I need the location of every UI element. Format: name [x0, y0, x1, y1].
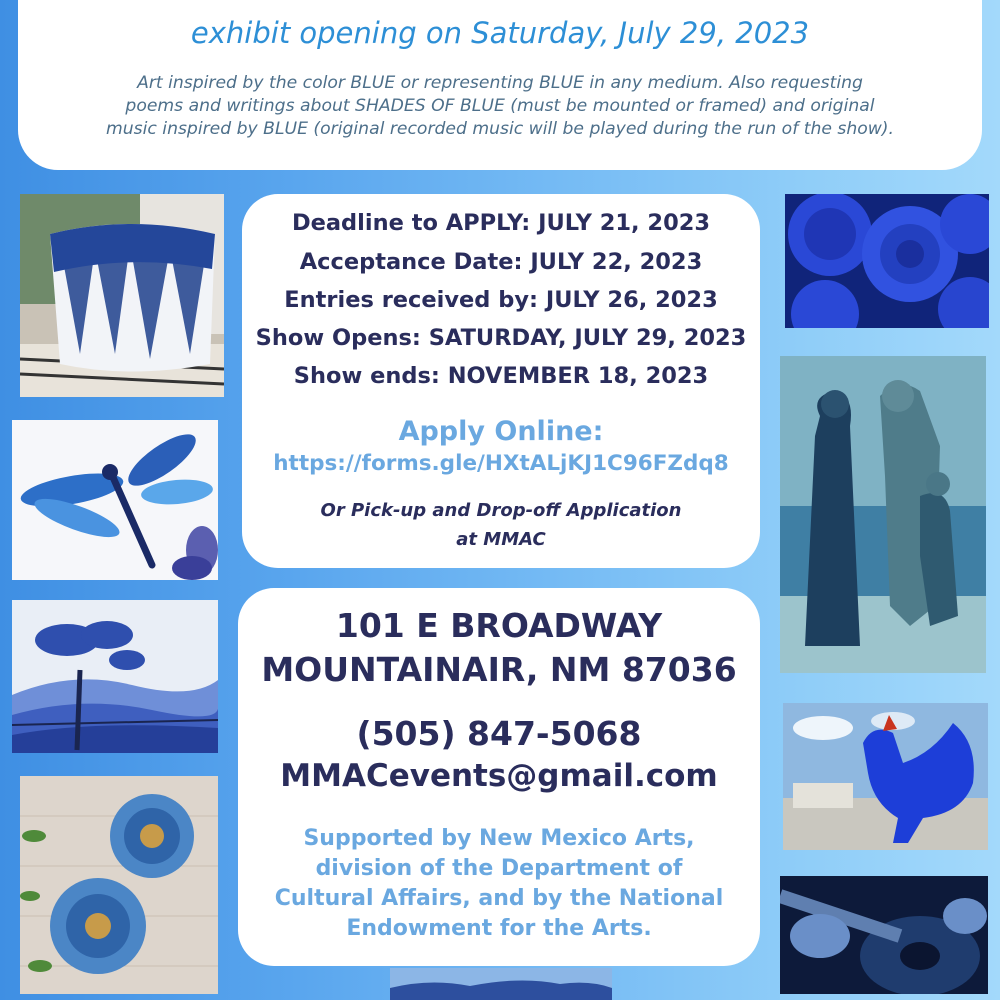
guitar-hands-photo: [780, 876, 988, 994]
support-line-4: Endowment for the Arts.: [346, 916, 652, 941]
blue-roses-photo: [785, 194, 989, 328]
flower-wall-art-photo: [20, 776, 218, 994]
description-line-3: music inspired by BLUE (original recorded music will be played during the run of the show).: [106, 119, 894, 139]
support-line-1: Supported by New Mexico Arts,: [303, 826, 695, 851]
dragonfly-photo: [12, 420, 218, 580]
invite-line-2: exhibit opening on Saturday, July 29, 2023: [190, 16, 810, 50]
email-link[interactable]: MMACevents@gmail.com: [280, 758, 718, 794]
blue-rooster-photo: [783, 703, 988, 850]
header-card: [18, 0, 982, 170]
description: [38, 72, 962, 141]
blue-period-painting-photo: [780, 356, 986, 673]
show-opens: Show Opens: SATURDAY, JULY 29, 2023: [255, 325, 747, 351]
support-line-2: division of the Department of: [315, 856, 683, 881]
deadline-apply: Deadline to APPLY: JULY 21, 2023: [291, 210, 711, 236]
mountain-photo: [390, 968, 612, 1000]
apply-url-link[interactable]: https://forms.gle/HXtALjKJ1C96FZdq8: [273, 451, 729, 476]
support-line-3: Cultural Affairs, and by the National: [274, 886, 724, 911]
entries-received: Entries received by: JULY 26, 2023: [284, 287, 718, 313]
pickup-line-1: Or Pick-up and Drop-off Application: [320, 500, 682, 521]
description-line-1: Art inspired by the color BLUE or representing BLUE in any medium. Also requesting: [137, 73, 863, 93]
pickup-line-2: at MMAC: [456, 529, 546, 550]
pillow-photo: [20, 194, 224, 397]
deadlines-card: [242, 194, 760, 568]
acceptance-date: Acceptance Date: JULY 22, 2023: [299, 249, 703, 275]
address-line-1: 101 E BROADWAY: [335, 606, 663, 645]
description-line-2: poems and writings about SHADES OF BLUE (must be mounted or framed) and original: [125, 96, 875, 116]
contact-card: [238, 588, 760, 966]
apply-online-heading: Apply Online:: [398, 416, 604, 447]
tree-painting-photo: [12, 600, 218, 753]
address-line-2: MOUNTAINAIR, NM 87036: [261, 650, 737, 689]
show-ends: Show ends: NOVEMBER 18, 2023: [293, 363, 709, 389]
phone-number: (505) 847-5068: [356, 714, 642, 753]
